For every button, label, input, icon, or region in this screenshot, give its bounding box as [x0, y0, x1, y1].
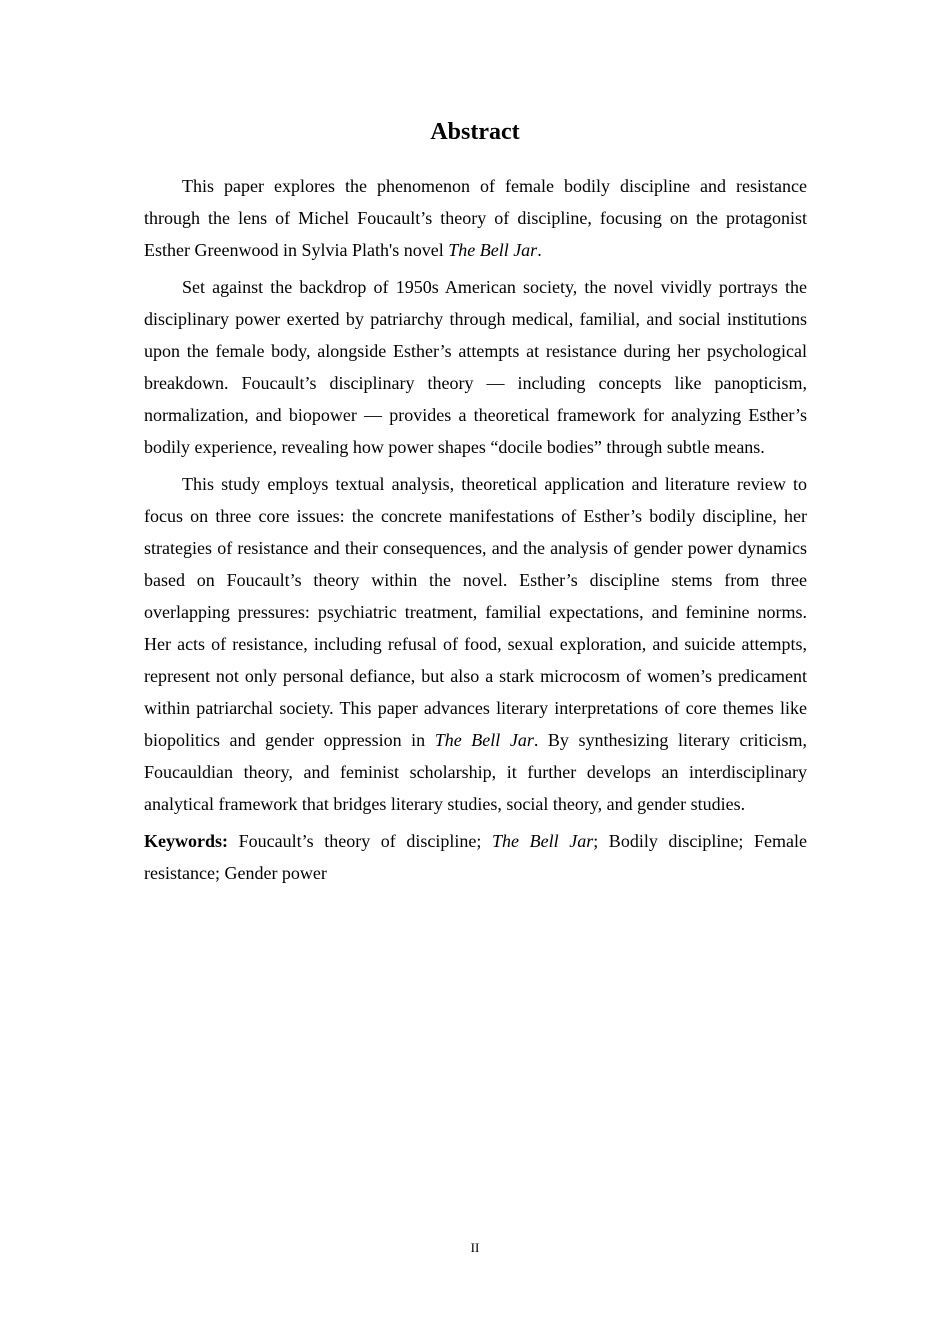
- keywords-label: Keywords:: [144, 831, 228, 851]
- abstract-paragraph-2: Set against the backdrop of 1950s American society, the novel vividly portrays the disciplinary power exerted by patriarchy through medical, familial, and social institutions upon the female body, alongside Esther’s attempts at resistance during her psychological breakdown. Foucault’s disciplinary theory — including concepts like panopticism, normalization, and biopower — provides a theoretical framework for analyzing Esther’s bodily experience, revealing how power shapes “docile bodies” through subtle means.: [144, 277, 807, 457]
- novel-title: The Bell Jar: [448, 240, 538, 260]
- novel-title: The Bell Jar: [434, 730, 534, 750]
- keywords-text: ; Bodily discipline; Female resistance; Gender power: [144, 831, 807, 883]
- paragraph-text: .: [537, 240, 542, 260]
- abstract-paragraph-1: [144, 170, 807, 266]
- keywords-line: [144, 825, 807, 889]
- keywords-text: Foucault’s theory of discipline;: [228, 831, 492, 851]
- page-number: II: [470, 1240, 480, 1255]
- abstract-paragraph-3: [144, 468, 807, 820]
- paragraph-text: This study employs textual analysis, theoretical application and literature review to focus on three core issues: the concrete manifestations of Esther’s bodily discipline, her strategies of resistance and their consequences, and the analysis of gender power dynamics based on Foucault’s theory within the novel. Esther’s discipline stems from three overlapping pressures: psychiatric treatment, familial expectations, and feminine norms. Her acts of resistance, including refusal of food, sexual exploration, and suicide attempts, represent not only personal defiance, but also a stark microcosm of women’s predicament within patriarchal society. This paper advances literary interpretations of core themes like biopolitics and gender oppression in: [144, 474, 807, 750]
- paragraph-text: This paper explores the phenomenon of female bodily discipline and resistance through the lens of Michel Foucault’s theory of discipline, focusing on the protagonist Esther Greenwood in Sylvia Plath's novel: [144, 176, 807, 260]
- abstract-heading: Abstract: [430, 119, 520, 145]
- abstract-body: [144, 170, 807, 889]
- keywords-novel-title: The Bell Jar: [492, 831, 594, 851]
- paragraph-text: . By synthesizing literary criticism, Foucauldian theory, and feminist scholarship, it further develops an interdisciplinary analytical framework that bridges literary studies, social theory, and gender studies.: [144, 730, 807, 814]
